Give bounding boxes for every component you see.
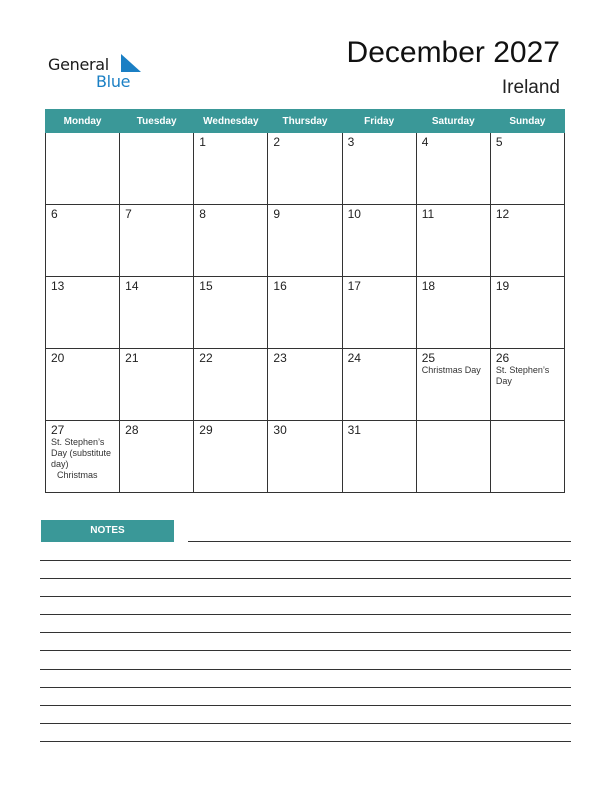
day-number: 29 (199, 423, 213, 437)
day-cell (194, 421, 268, 493)
notes-line (40, 632, 571, 633)
day-number: 23 (273, 351, 287, 365)
week-row (46, 349, 565, 421)
day-cell (268, 277, 342, 349)
weekday-header: Wednesday (194, 110, 268, 133)
day-cell (490, 421, 564, 493)
day-number: 8 (199, 207, 206, 221)
day-number: 7 (125, 207, 132, 221)
weekday-header: Friday (342, 110, 416, 133)
general-blue-logo (48, 52, 158, 96)
day-cell (416, 421, 490, 493)
day-cell (490, 205, 564, 277)
day-number: 28 (125, 423, 139, 437)
week-row (46, 133, 565, 205)
day-cell (416, 277, 490, 349)
day-cell (194, 205, 268, 277)
week-row (46, 205, 565, 277)
day-number: 9 (273, 207, 281, 221)
day-number: 15 (199, 279, 213, 293)
day-number: 11 (421, 207, 435, 221)
day-number: 13 (51, 279, 65, 293)
logo-triangle-icon (119, 54, 143, 74)
day-cell (342, 133, 416, 205)
day-cell (490, 277, 564, 349)
notes-line (40, 687, 571, 688)
day-cell (46, 421, 120, 493)
day-number: 17 (347, 279, 361, 293)
day-cell (46, 133, 120, 205)
day-cell (268, 349, 342, 421)
notes-label: NOTES (41, 520, 174, 542)
day-number: 19 (495, 279, 510, 293)
week-row (46, 277, 565, 349)
page-title: December 2027 (346, 36, 560, 69)
day-cell (46, 349, 120, 421)
notes-line (40, 596, 571, 597)
day-cell (268, 205, 342, 277)
weekday-header: Sunday (490, 110, 564, 133)
day-cell (194, 133, 268, 205)
day-cell (342, 421, 416, 493)
holiday-label: St. Stephen’s Day (substitute day) (51, 437, 112, 469)
week-row (46, 421, 565, 493)
weekday-header-row (46, 110, 565, 133)
notes-line (188, 541, 571, 542)
day-cell (194, 277, 268, 349)
day-cell (120, 133, 194, 205)
day-number: 24 (347, 351, 361, 365)
weekday-header: Saturday (416, 110, 490, 133)
day-cell (342, 349, 416, 421)
country-subtitle: Ireland (501, 77, 560, 98)
notes-line (40, 578, 571, 579)
day-cell (268, 133, 342, 205)
holiday-label: Christmas Day (421, 365, 481, 375)
notes-line (40, 614, 571, 615)
weekday-header: Monday (46, 110, 120, 133)
day-number: 21 (125, 351, 139, 365)
day-number: 4 (421, 135, 429, 149)
day-number: 16 (273, 279, 287, 293)
day-cell (416, 349, 490, 421)
holiday-label: Christmas (57, 470, 98, 480)
day-cell (120, 421, 194, 493)
day-number: 3 (347, 135, 355, 149)
logo-text-general: General (48, 55, 109, 74)
day-cell (342, 277, 416, 349)
notes-line (40, 669, 571, 670)
weekday-header: Tuesday (120, 110, 194, 133)
notes-line (40, 650, 571, 651)
day-cell (120, 205, 194, 277)
notes-line (40, 723, 571, 724)
day-number: 10 (347, 207, 361, 221)
day-cell (416, 205, 490, 277)
day-cell (120, 277, 194, 349)
day-cell (120, 349, 194, 421)
day-cell (46, 205, 120, 277)
notes-line (40, 741, 571, 742)
weekday-header: Thursday (268, 110, 342, 133)
day-number: 2 (273, 135, 281, 149)
day-cell (490, 349, 564, 421)
notes-line (40, 705, 571, 706)
day-number: 5 (495, 135, 503, 149)
day-number: 12 (495, 207, 510, 221)
logo-text-blue: Blue (96, 72, 131, 91)
day-cell (416, 133, 490, 205)
day-number: 20 (51, 351, 65, 365)
day-number: 18 (421, 279, 436, 293)
day-cell (342, 205, 416, 277)
notes-line (40, 560, 571, 561)
day-number: 22 (199, 351, 213, 365)
day-number: 30 (273, 423, 287, 437)
day-number: 27 (51, 423, 65, 437)
day-number: 14 (125, 279, 139, 293)
day-number: 6 (51, 207, 58, 221)
holiday-label: St. Stephen’s Day (495, 365, 550, 386)
day-cell (490, 133, 564, 205)
day-number: 31 (347, 423, 361, 437)
day-cell (46, 277, 120, 349)
day-number: 25 (421, 351, 436, 365)
day-number: 26 (495, 351, 510, 365)
day-cell (194, 349, 268, 421)
day-number: 1 (199, 135, 206, 149)
calendar-grid (45, 109, 565, 493)
day-cell (268, 421, 342, 493)
